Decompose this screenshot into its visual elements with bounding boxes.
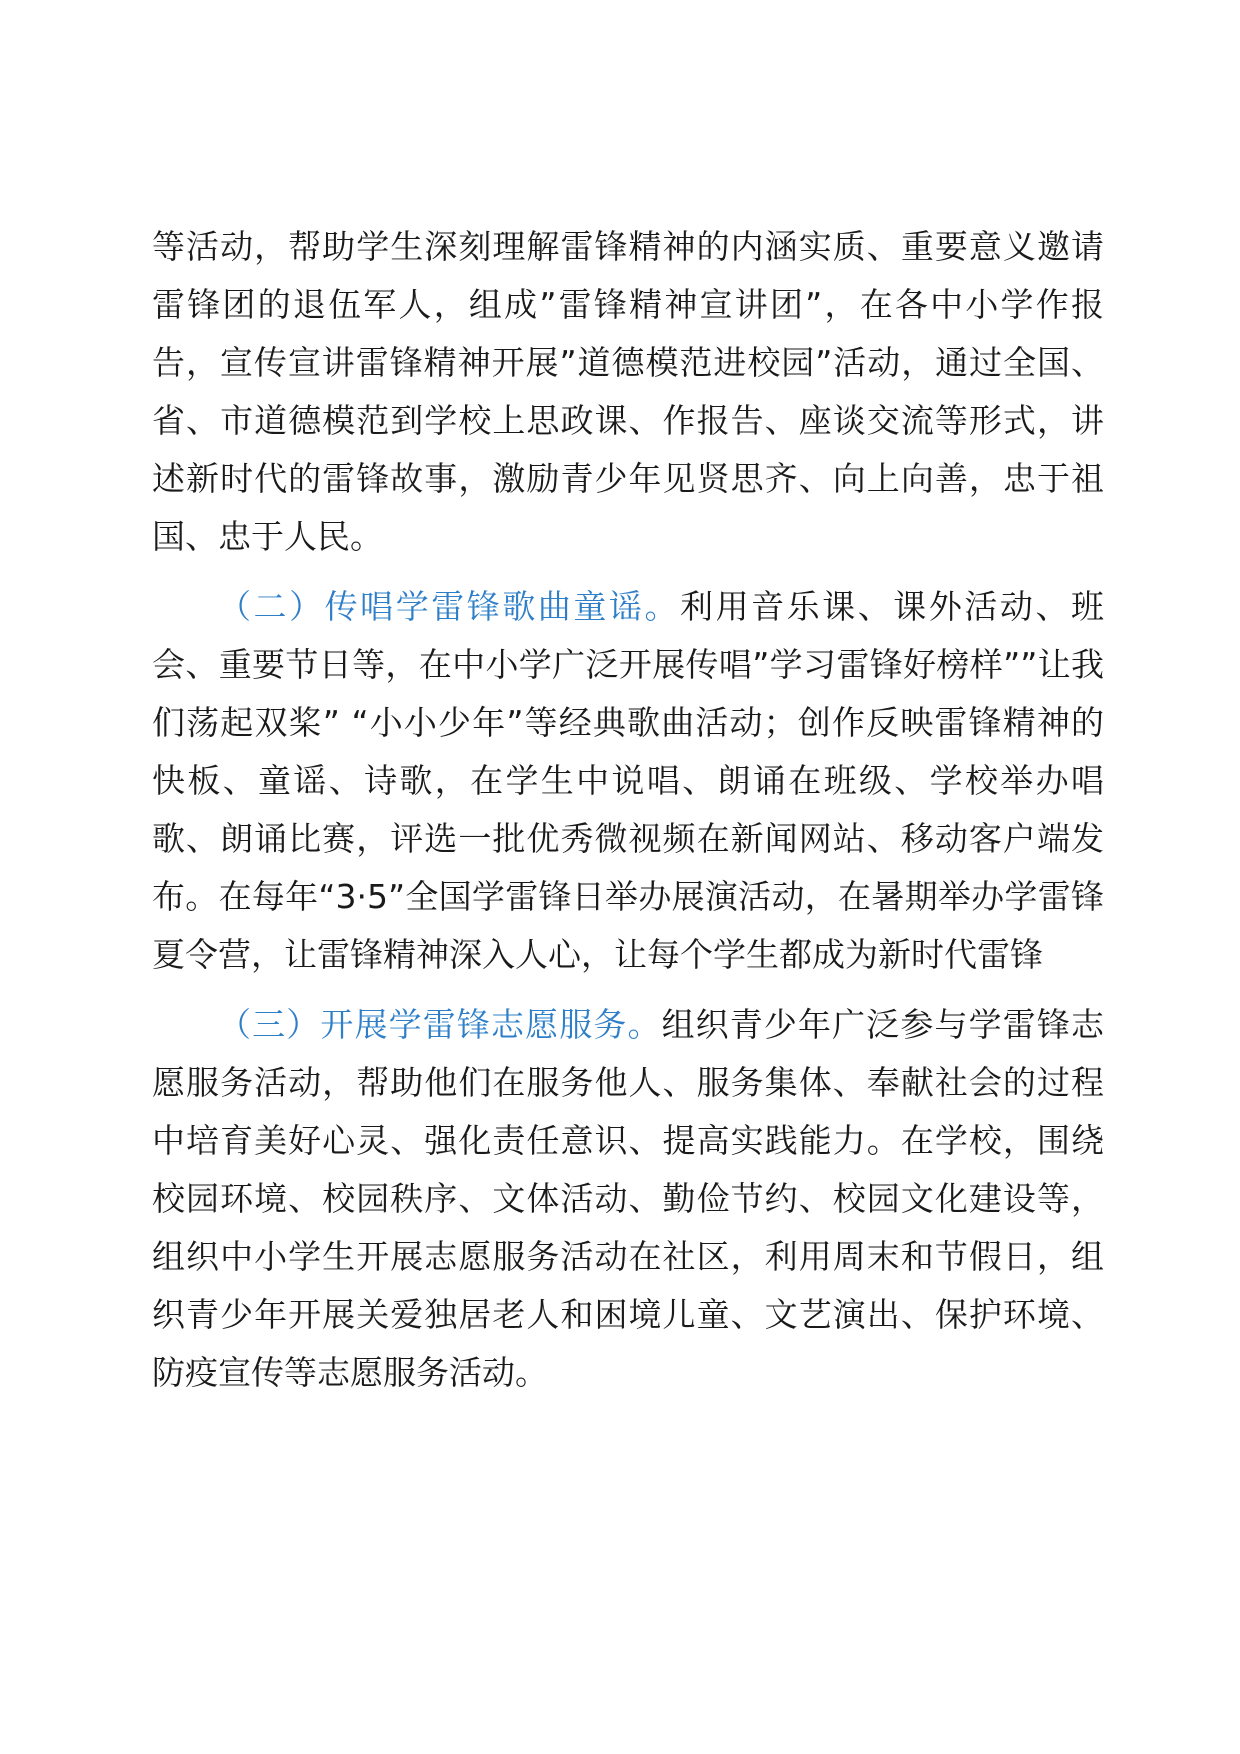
paragraph-text: 组织青少年广泛参与学雷锋志愿服务活动，帮助他们在服务他人、服务集体、奉献社会的过程中培育美好心灵、强化责任意识、提高实践能力。在学校，围绕校园环境、校园秩序、文体活动、勤俭节约、校园文化建设等，组织中小学生开展志愿服务活动在社区，利用周末和节假日，组织青少年开展关爱独居老人和困境儿童、文艺演出、保护环境、防疫宣传等志愿服务活动。	[152, 1005, 1105, 1392]
document-body	[152, 218, 1104, 1402]
paragraph-continuation	[152, 218, 1104, 566]
section-heading-2: （二）传唱学雷锋歌曲童谣。	[218, 587, 681, 626]
paragraph-section-3	[152, 996, 1104, 1402]
section-heading-3: （三）开展学雷锋志愿服务。	[218, 1005, 662, 1044]
paragraph-text: 等活动，帮助学生深刻理解雷锋精神的内涵实质、重要意义邀请雷锋团的退伍军人，组成”雷锋精神宣讲团”，在各中小学作报告，宣传宣讲雷锋精神开展”道德模范进校园”活动，通过全国、省、市道德模范到学校上思政课、作报告、座谈交流等形式，讲述新时代的雷锋故事，激励青少年见贤思齐、向上向善，忠于祖国、忠于人民。	[152, 227, 1104, 556]
paragraph-section-2	[152, 578, 1104, 984]
paragraph-text: 利用音乐课、课外活动、班会、重要节日等，在中小学广泛开展传唱”学习雷锋好榜样””让我们荡起双桨” “小小少年”等经典歌曲活动；创作反映雷锋精神的快板、童谣、诗歌，在学生中说唱、朗诵在班级、学校举办唱歌、朗诵比赛，评选一批优秀微视频在新闻网站、移动客户端发布。在每年“3·5”全国学雷锋日举办展演活动，在暑期举办学雷锋夏令营，让雷锋精神深入人心，让每个学生都成为新时代雷锋	[152, 587, 1105, 974]
